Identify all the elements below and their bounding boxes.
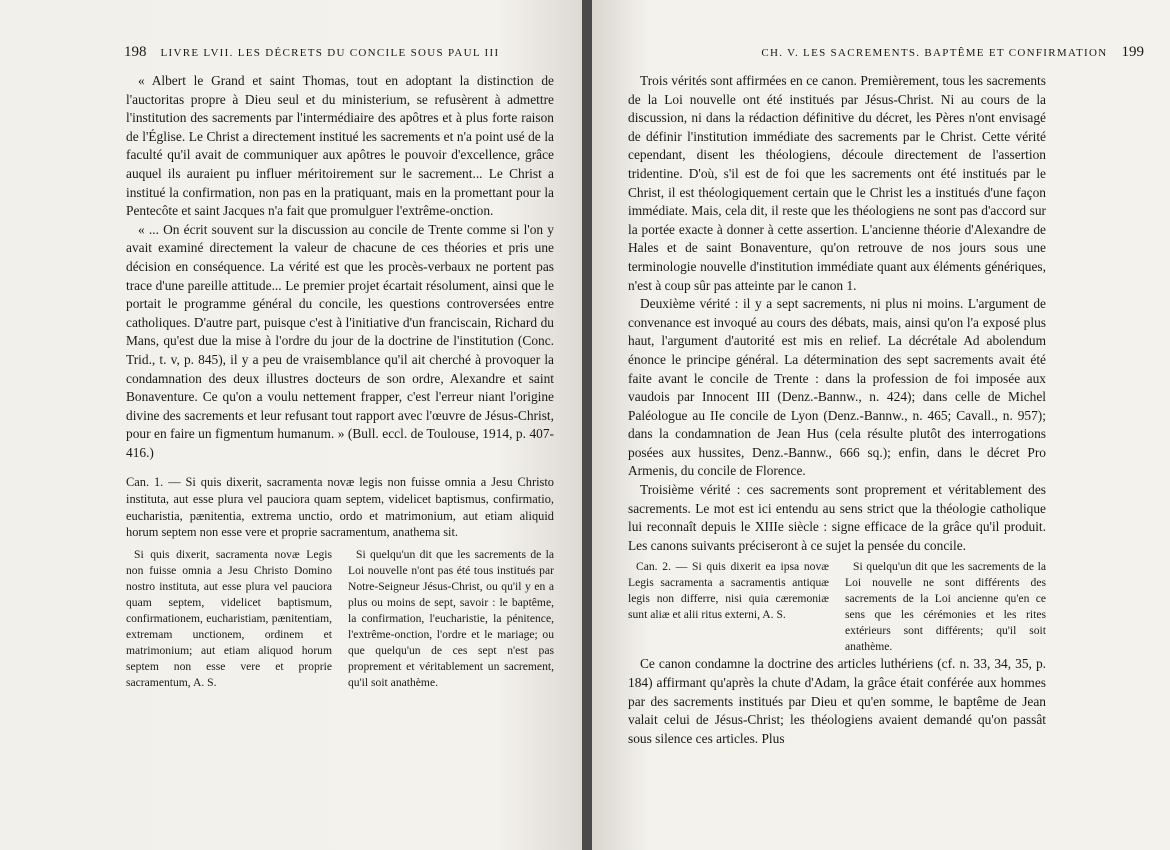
left-body [126, 72, 554, 691]
right-paragraph-3: Troisième vérité : ces sacrements sont proprement et véritablement des sacrements. Le mot est ici entendu au sens strict que la théologie catholique lui reconnaît depuis le XIIIe siècle : signe efficace de la grâce qu'il produit. Les canons suivants préciseront à ce sujet la pensée du concile. [628, 482, 1046, 553]
canon-1-column-latin [126, 547, 332, 691]
canon-1-columns [126, 547, 554, 691]
canon-2-column-french [845, 559, 1046, 655]
canon-2-column-latin [628, 559, 829, 655]
left-running-title: LIVRE LVII. LES DÉCRETS DU CONCILE SOUS PAUL III [160, 47, 500, 59]
canon-2-columns [628, 559, 1046, 655]
left-paragraph-2: « ... On écrit souvent sur la discussion au concile de Trente comme si l'on y avait examiné directement la valeur de chacune de ces théories et pris une décision en conséquence. La vérité est que les procès-verbaux ne portent pas trace d'une pareille attitude... Le premier projet écartait résolument, ainsi que le portait le programme général du concile, les questions controversées entre catholiques. D'autre part, puisque c'est à l'initiative d'un franciscain, Richard du Mans, qu'est due la mise à l'ordre du jour de la doctrine de l'institution (Conc. Trid., t. v, p. 845), il y a peu de vraisemblance qu'il ait cherché à provoquer la condamnation des deux illustres docteurs de son ordre, Alexandre et saint Bonaventure. Ce qu'on a voulu nettement frapper, c'est l'erreur niant l'origine divine des sacrements et leur refusant tout rapport avec l'œuvre de Jésus-Christ, pour en faire un figmentum humanum. » (Bull. eccl. de Toulouse, 1914, p. 407-416.) [126, 221, 554, 460]
canon-1-column-french-text: Si quelqu'un dit que les sacrements de la Loi nouvelle n'ont pas été tous institués par Notre-Seigneur Jésus-Christ, ou qu'il y en a plus ou moins de sept, savoir : le baptême, la confirmation, l'eucharistie, la pénitence, l'extrême-onction, l'ordre et le mariage; ou que quelqu'un de ces sept n'est pas proprement et véritablement un sacrement, qu'il soit anathème. [348, 547, 554, 689]
right-page [592, 0, 1170, 850]
canon-1-column-french [348, 547, 554, 691]
right-running-head [761, 44, 1144, 61]
canon-2-latin-text: Can. 2. — Si quis dixerit ea ipsa novæ Legis sacramenta a sacramentis antiquæ legis non differre, nisi quia cæremoniæ sunt aliæ et alii ritus externi, A. S. [628, 560, 829, 622]
canon-1-latin: Can. 1. — Si quis dixerit, sacramenta novæ legis non fuisse omnia a Jesu Christo instituta, aut esse plura vel pauciora quam septem, videlicet baptismus, confirmatio, eucharistia, pænitentia, extrema unctio, ordo et matrimonium, aut etiam aliquid horum septem non esse vere et proprie sacramentum, anathema sit. [126, 475, 554, 540]
book-gutter [582, 0, 592, 850]
right-body [628, 72, 1046, 748]
left-page-number: 198 [124, 44, 147, 60]
right-paragraph-4: Ce canon condamne la doctrine des articles luthériens (cf. n. 33, 34, 35, p. 184) affirmant qu'après la chute d'Adam, la grâce était conférée aux hommes par des sacrements institués par Dieu et qu'en somme, le baptême de Jean valait celui de Jésus-Christ; les théologiens avaient demandé qu'on passât sous silence ces articles. Plus [628, 656, 1046, 746]
canon-2-french-text: Si quelqu'un dit que les sacrements de la Loi nouvelle ne sont différents des sacrements de la Loi ancienne qu'en ce sens que les cérémonies et les rites extérieurs sont différents; qu'il soit anathème. [845, 560, 1046, 654]
right-paragraph-1: Trois vérités sont affirmées en ce canon. Premièrement, tous les sacrements de la Loi nouvelle ont été institués par Jésus-Christ. Ni au cours de la discussion, ni dans la rédaction définitive du décret, les Pères n'ont envisagé de définir l'institution immédiate des sacrements par le Christ. Cette vérité cependant, disent les théologiens, découle directement de l'assertion tridentine. D'où, s'il est de foi que les sacrements ont été institués par le Christ, il est théologiquement certain que le Christ les a institués d'une façon immédiate. Mais, cela dit, il reste que les théologiens ne sont pas d'accord sur la portée exacte à donner à cette assertion. L'ancienne théorie d'Alexandre de Hales et de saint Bonaventure, qu'on retrouve de nos jours sous une terminologie nouvelle d'institution immédiate quant aux éléments génériques, n'est à coup sûr pas atteinte par le canon 1. [628, 73, 1046, 293]
canon-1 [126, 474, 554, 690]
right-paragraph-2: Deuxième vérité : il y a sept sacrements, ni plus ni moins. L'argument de convenance est invoqué au cours des débats, mais, ainsi qu'on l'a exposé plus haut, l'argument d'autorité est mis en relief. La décrétale Ad abolendum énonce le principe général. La détermination des sept sacrements avait été faite avant le concile de Trente : dans la profession de foi imposée aux vaudois par Innocent III (Denz.-Bannw., n. 424); dans celle de Michel Paléologue au IIe concile de Lyon (Denz.-Bannw., n. 465; Cavall., n. 957); dans la condamnation de Jean Hus (cela résulte plutôt des interrogations posées aux hussites, Denz.-Bannw., 666 sq.); enfin, dans le décret Pro Armenis, du concile de Florence. [628, 296, 1046, 479]
canon-1-column-latin-text: Si quis dixerit, sacramenta novæ Legis non fuisse omnia a Jesu Christo Domino nostro instituta, aut esse plura vel pauciora quam septem, videlicet baptismum, confirmationem, eucharistiam, pænitentiam, extremam unctionem, ordinem et matrimonium; aut etiam aliquod horum septem non esse vere et proprie sacramentum, A. S. [126, 547, 332, 689]
right-running-title: CH. V. LES SACREMENTS. BAPTÊME ET CONFIRMATION [761, 47, 1108, 59]
left-page [0, 0, 582, 850]
left-running-head [124, 44, 499, 61]
left-paragraph-1: « Albert le Grand et saint Thomas, tout en adoptant la distinction de l'auctoritas propre à Dieu seul et du ministerium, se refusèrent à admettre l'institution des sacrements par l'intermédiaire des apôtres et à plus forte raison de l'Église. Le Christ a directement institué les sacrements et n'a point usé de la faculté qu'il avait de communiquer aux apôtres le pouvoir d'excellence, grâce auquel ils auraient pu influer méritoirement sur le sacrement... Le Christ a institué la confirmation, non pas en la pratiquant, mais en la promettant pour la Pentecôte et saint Jacques n'a fait que promulguer l'extrême-onction. [126, 73, 554, 219]
right-page-number: 199 [1121, 44, 1144, 60]
